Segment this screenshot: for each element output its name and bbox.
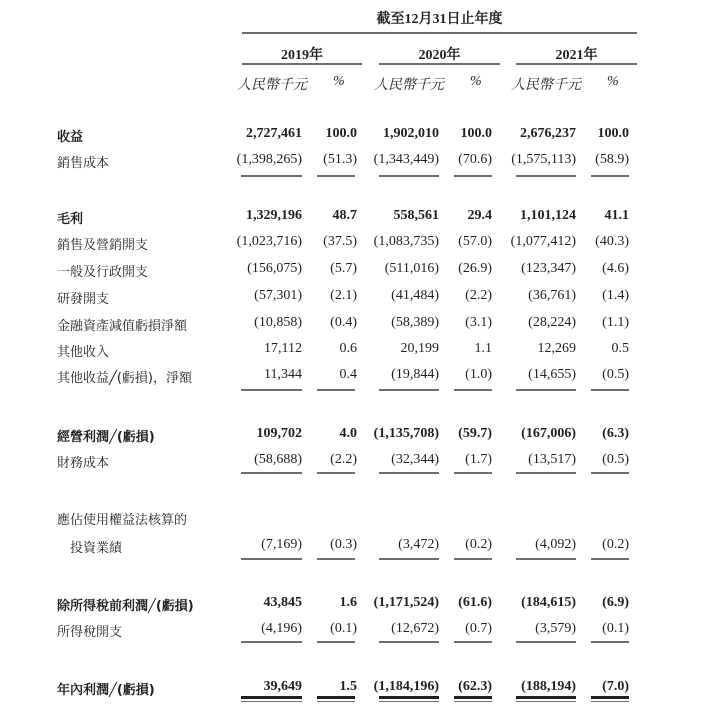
percent-cell: 0.6 [339, 341, 357, 356]
subtotal-rule [591, 389, 629, 391]
subtotal-rule [591, 641, 629, 643]
percent-cell: (59.7) [458, 426, 492, 441]
subtotal-rule [516, 389, 576, 391]
row-label: 收益 [57, 130, 84, 145]
percent-cell: (2.2) [465, 288, 492, 303]
amount-cell: (32,344) [391, 452, 439, 467]
amount-cell: 2,727,461 [246, 126, 302, 141]
amount-cell: (13,517) [528, 452, 576, 467]
total-double-rule-bottom [379, 701, 439, 702]
percent-cell: 29.4 [467, 208, 492, 223]
amount-cell: (10,858) [254, 315, 302, 330]
amount-cell: (123,347) [521, 261, 576, 276]
amount-cell: (511,016) [384, 261, 439, 276]
subtotal-rule [317, 389, 355, 391]
percent-cell: (0.2) [465, 537, 492, 552]
row-label: 財務成本 [57, 456, 110, 471]
percent-cell: 4.0 [339, 426, 357, 441]
total-double-rule-top [241, 696, 302, 699]
subtotal-rule [516, 641, 576, 643]
total-double-rule-bottom [591, 701, 629, 702]
amount-cell: (188,194) [521, 679, 576, 694]
percent-cell: (7.0) [602, 679, 629, 694]
subtotal-rule [454, 389, 492, 391]
amount-cell: (4,196) [261, 621, 302, 636]
subtotal-rule [241, 175, 302, 177]
amount-cell: 39,649 [263, 679, 302, 694]
row-label: 研發開支 [57, 292, 110, 307]
header-rule [242, 32, 637, 34]
amount-cell: (156,075) [247, 261, 302, 276]
percent-cell: 1.5 [339, 679, 357, 694]
amount-cell: (1,398,265) [236, 152, 302, 167]
row-label: 應佔使用權益法核算的 [57, 513, 188, 528]
row-label: 毛利 [57, 212, 84, 227]
percent-cell: (0.5) [602, 367, 629, 382]
amount-cell: (167,006) [521, 426, 576, 441]
period-title: 截至12月31日止年度 [376, 12, 503, 27]
amount-cell: (12,672) [391, 621, 439, 636]
amount-cell: (57,301) [254, 288, 302, 303]
amount-cell: (1,343,449) [373, 152, 439, 167]
percent-cell: 1.6 [339, 595, 357, 610]
subtotal-rule [241, 389, 302, 391]
unit-pct-2021: % [607, 74, 619, 89]
subtotal-rule [516, 472, 576, 474]
total-double-rule-top [516, 696, 576, 699]
year-rule-2019 [242, 63, 362, 65]
total-double-rule-top [454, 696, 492, 699]
percent-cell: (62.3) [458, 679, 492, 694]
subtotal-rule [317, 641, 355, 643]
row-label: 所得稅開支 [57, 625, 123, 640]
amount-cell: (28,224) [528, 315, 576, 330]
amount-cell: (14,655) [528, 367, 576, 382]
year-header-2019: 2019年 [281, 48, 323, 63]
percent-cell: (37.5) [323, 234, 357, 249]
year-rule-2021 [516, 63, 637, 65]
amount-cell: 1,101,124 [520, 208, 576, 223]
percent-cell: (70.6) [458, 152, 492, 167]
subtotal-rule [379, 558, 439, 560]
percent-cell: (2.2) [330, 452, 357, 467]
amount-cell: (1,135,708) [373, 426, 439, 441]
percent-cell: (4.6) [602, 261, 629, 276]
percent-cell: (61.6) [458, 595, 492, 610]
amount-cell: 43,845 [263, 595, 302, 610]
percent-cell: (57.0) [458, 234, 492, 249]
row-label: 銷售及營銷開支 [57, 238, 149, 253]
subtotal-rule [317, 558, 355, 560]
percent-cell: (0.2) [602, 537, 629, 552]
percent-cell: 48.7 [332, 208, 357, 223]
subtotal-rule [591, 175, 629, 177]
row-label: 其他收益╱(虧損)，淨額 [57, 371, 192, 386]
amount-cell: (1,184,196) [373, 679, 439, 694]
amount-cell: (1,077,412) [510, 234, 576, 249]
subtotal-rule [516, 175, 576, 177]
total-double-rule-bottom [317, 701, 355, 702]
amount-cell: (19,844) [391, 367, 439, 382]
year-header-2021: 2021年 [555, 48, 598, 63]
percent-cell: (1.4) [602, 288, 629, 303]
percent-cell: (2.1) [330, 288, 357, 303]
amount-cell: 11,344 [264, 367, 302, 382]
unit-amount-2019: 人民幣千元 [237, 78, 307, 93]
subtotal-rule [591, 472, 629, 474]
row-label: 除所得稅前利潤╱(虧損) [57, 599, 194, 614]
percent-cell: (0.4) [330, 315, 357, 330]
percent-cell: (26.9) [458, 261, 492, 276]
amount-cell: (3,472) [398, 537, 439, 552]
year-rule-2020 [379, 63, 500, 65]
subtotal-rule [379, 472, 439, 474]
amount-cell: (1,575,113) [511, 152, 576, 167]
percent-cell: 100.0 [325, 126, 357, 141]
subtotal-rule [591, 558, 629, 560]
unit-amount-2020: 人民幣千元 [374, 78, 444, 93]
subtotal-rule [454, 175, 492, 177]
row-label-continued: 投資業績 [70, 541, 123, 556]
percent-cell: (6.3) [602, 426, 629, 441]
subtotal-rule [379, 389, 439, 391]
subtotal-rule [454, 641, 492, 643]
percent-cell: (6.9) [602, 595, 629, 610]
total-double-rule-top [591, 696, 629, 699]
percent-cell: (0.3) [330, 537, 357, 552]
row-label: 銷售成本 [57, 156, 110, 171]
amount-cell: 1,902,010 [383, 126, 439, 141]
amount-cell: (1,171,524) [373, 595, 439, 610]
subtotal-rule [516, 558, 576, 560]
total-double-rule-top [379, 696, 439, 699]
subtotal-rule [454, 472, 492, 474]
year-header-2020: 2020年 [418, 48, 461, 63]
total-double-rule-bottom [241, 701, 302, 702]
percent-cell: 0.5 [611, 341, 629, 356]
percent-cell: (58.9) [595, 152, 629, 167]
percent-cell: (3.1) [465, 315, 492, 330]
percent-cell: (0.1) [330, 621, 357, 636]
amount-cell: (41,484) [391, 288, 439, 303]
percent-cell: 41.1 [604, 208, 629, 223]
percent-cell: 0.4 [339, 367, 357, 382]
amount-cell: 109,702 [256, 426, 302, 441]
unit-pct-2020: % [470, 74, 482, 89]
amount-cell: 558,561 [393, 208, 439, 223]
amount-cell: (3,579) [535, 621, 576, 636]
amount-cell: (1,023,716) [236, 234, 302, 249]
percent-cell: (1.1) [602, 315, 629, 330]
percent-cell: (0.5) [602, 452, 629, 467]
percent-cell: (5.7) [330, 261, 357, 276]
amount-cell: (1,083,735) [373, 234, 439, 249]
subtotal-rule [317, 472, 355, 474]
subtotal-rule [317, 175, 355, 177]
subtotal-rule [241, 641, 302, 643]
total-double-rule-bottom [454, 701, 492, 702]
subtotal-rule [241, 558, 302, 560]
row-label: 金融資產減值虧損淨額 [57, 319, 188, 334]
row-label: 其他收入 [57, 345, 110, 360]
percent-cell: (0.1) [602, 621, 629, 636]
percent-cell: 1.1 [474, 341, 492, 356]
percent-cell: 100.0 [460, 126, 492, 141]
amount-cell: 12,269 [537, 341, 576, 356]
row-label: 經營利潤╱(虧損) [57, 430, 155, 445]
row-label: 一般及行政開支 [57, 265, 149, 280]
amount-cell: 20,199 [400, 341, 439, 356]
amount-cell: 17,112 [264, 341, 302, 356]
total-double-rule-top [317, 696, 355, 699]
percent-cell: (1.7) [465, 452, 492, 467]
amount-cell: (58,389) [391, 315, 439, 330]
percent-cell: (40.3) [595, 234, 629, 249]
amount-cell: (7,169) [261, 537, 302, 552]
percent-cell: 100.0 [597, 126, 629, 141]
amount-cell: 1,329,196 [246, 208, 302, 223]
subtotal-rule [379, 175, 439, 177]
amount-cell: (36,761) [528, 288, 576, 303]
amount-cell: (4,092) [535, 537, 576, 552]
unit-amount-2021: 人民幣千元 [511, 78, 581, 93]
unit-pct-2019: % [333, 74, 345, 89]
total-double-rule-bottom [516, 701, 576, 702]
amount-cell: (58,688) [254, 452, 302, 467]
percent-cell: (51.3) [323, 152, 357, 167]
amount-cell: 2,676,237 [520, 126, 576, 141]
percent-cell: (1.0) [465, 367, 492, 382]
row-label: 年內利潤╱(虧損) [57, 683, 155, 698]
percent-cell: (0.7) [465, 621, 492, 636]
subtotal-rule [241, 472, 302, 474]
subtotal-rule [454, 558, 492, 560]
amount-cell: (184,615) [521, 595, 576, 610]
subtotal-rule [379, 641, 439, 643]
